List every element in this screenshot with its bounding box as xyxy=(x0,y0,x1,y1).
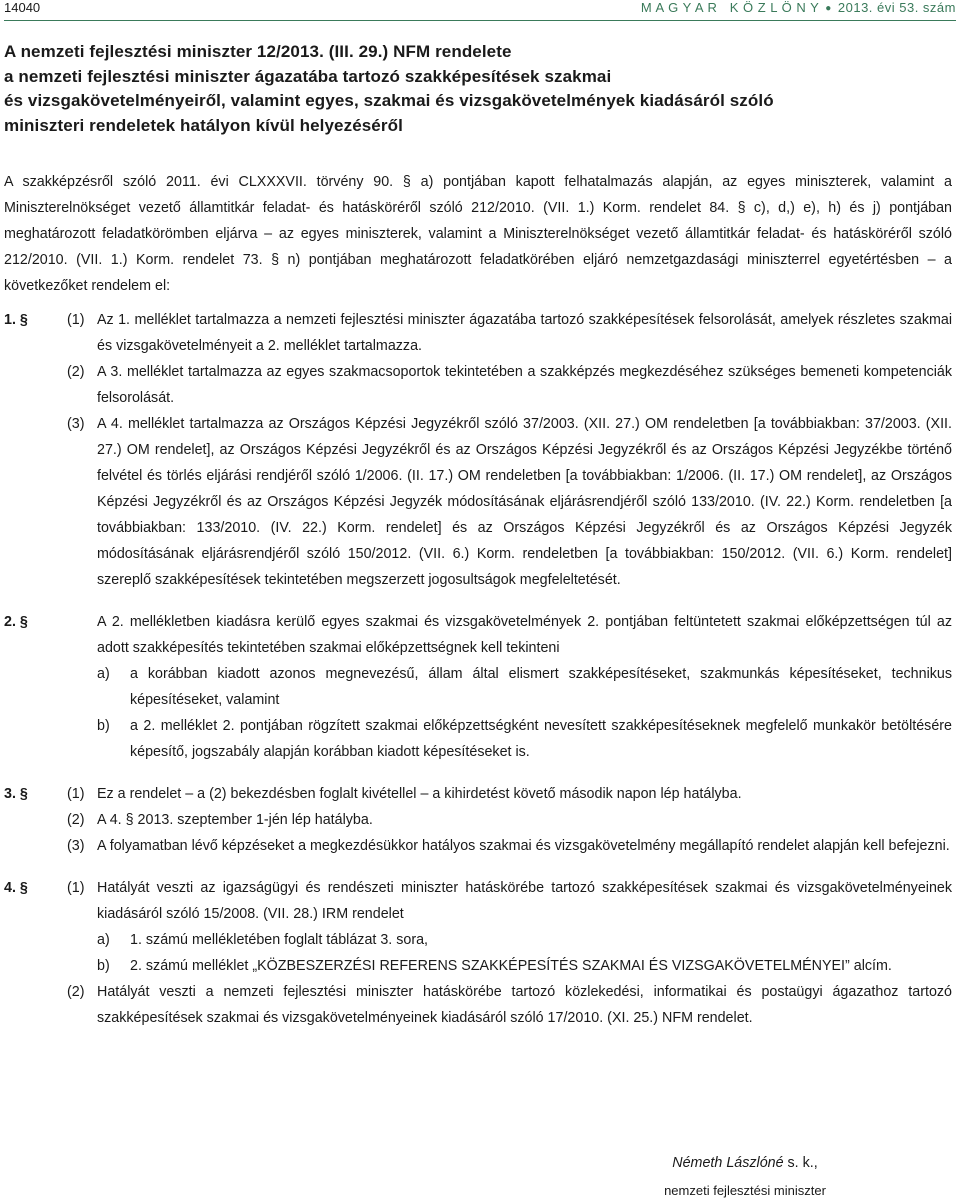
section-4 xyxy=(4,875,952,1031)
item-text: a 2. melléklet 2. pontjában rögzített szakmai előképzettségként nevesített szakképesítéseknek megfelelő munkakör betöltésére képesítő, jogszabály alapján korábban kiadott képesítéseket is. xyxy=(130,718,952,760)
list-item xyxy=(4,927,952,953)
paragraph xyxy=(4,411,952,593)
preamble: A szakképzésről szóló 2011. évi CLXXXVII. törvény 90. § a) pontjában kapott felhatalmazás alapján, az egyes miniszterek, valamint a Miniszterelnökséget vezető államtitkár feladat- és hatásköréről szóló 212/2010. (VII. 1.) Korm. rendelet 84. § c), d,) e), h) és j) pontjában meghatározott feladatkörömben eljárva – az egyes miniszterek, valamint a Miniszterelnökséget vezető államtitkár feladat- és hatásköréről szóló 212/2010. (VII. 1.) Korm. rendelet 73. § n) pontjában meghatározott feladatkörében eljáró nemzetgazdasági miniszterrel egyetértésben – a következőket rendelem el: xyxy=(4,174,952,294)
item-text: a korábban kiadott azonos megnevezésű, állam által elismert szakképesítéseket, szakmunkás képesítéseket, technikus képesítéseket, valamint xyxy=(130,666,952,708)
decree-body xyxy=(4,169,952,1031)
paragraph-number: (2) xyxy=(67,812,85,828)
paragraph xyxy=(4,307,952,359)
section-3 xyxy=(4,781,952,859)
list-item xyxy=(4,713,952,765)
section-number: 4. § xyxy=(4,880,28,896)
paragraph-number: (1) xyxy=(67,786,85,802)
title-line: és vizsgakövetelményeiről, valamint egyes, szakmai és vizsgakövetelmények kiadásáról szóló xyxy=(4,91,774,110)
paragraph-number: (2) xyxy=(67,984,85,1000)
paragraph-text: Az 1. melléklet tartalmazza a nemzeti fejlesztési miniszter ágazatába tartozó szakképesítések felsorolását, amelyek részletes szakmai és vizsgakövetelményeit a 2. melléklet tartalmazza. xyxy=(97,312,952,354)
header-divider xyxy=(4,20,956,21)
journal-name: M A G Y A R K Ö Z L Ö N Y xyxy=(640,0,820,15)
journal-masthead xyxy=(641,0,956,15)
paragraph-number: (1) xyxy=(67,880,85,896)
paragraph-text: Ez a rendelet – a (2) bekezdésben foglalt kivétellel – a kihirdetést követő második napon lép hatályba. xyxy=(97,786,742,802)
item-label: b) xyxy=(97,718,110,734)
paragraph-number: (2) xyxy=(67,364,85,380)
item-label: b) xyxy=(97,958,110,974)
issue-label: 2013. évi 53. szám xyxy=(837,0,956,15)
paragraph xyxy=(4,833,952,859)
page-header xyxy=(4,0,956,18)
section-number: 1. § xyxy=(4,312,28,328)
section-number: 3. § xyxy=(4,786,28,802)
decree-title xyxy=(4,40,956,138)
bullet-icon: ● xyxy=(825,3,832,14)
paragraph-text: Hatályát veszti a nemzeti fejlesztési miniszter hatáskörébe tartozó közlekedési, informatikai és postaügyi ágazathoz tartozó szakképesítések szakmai és vizsgakövetelményeinek kiadásáról szóló 17/2010. (XI. 25.) NFM rendelet. xyxy=(97,984,952,1026)
paragraph xyxy=(4,807,952,833)
signatory-name: Németh Lászlóné xyxy=(672,1155,784,1171)
list-item xyxy=(4,661,952,713)
paragraph xyxy=(4,781,952,807)
section-2 xyxy=(4,609,952,765)
paragraph xyxy=(4,875,952,927)
paragraph xyxy=(4,979,952,1031)
list-item xyxy=(4,953,952,979)
item-text: 2. számú melléklet „KÖZBESZERZÉSI REFERENS SZAKKÉPESÍTÉS SZAKMAI ÉS VIZSGAKÖVETELMÉNYEI” alcím. xyxy=(130,958,892,974)
paragraph-number: (3) xyxy=(67,416,85,432)
title-line: miniszteri rendeletek hatályon kívül helyezéséről xyxy=(4,115,403,135)
item-text: 1. számú mellékletében foglalt táblázat 3. sora, xyxy=(130,932,429,948)
paragraph-text: A folyamatban lévő képzéseket a megkezdésükkor hatályos szakmai és vizsgakövetelmény megállapító rendelet alapján kell befejezni. xyxy=(97,838,950,854)
paragraph-number: (3) xyxy=(67,838,85,854)
paragraph xyxy=(4,359,952,411)
page-number: 14040 xyxy=(4,0,41,15)
item-label: a) xyxy=(97,666,110,682)
paragraph-text: A 4. § 2013. szeptember 1-jén lép hatályba. xyxy=(97,812,373,828)
signatory xyxy=(600,1152,890,1174)
paragraph-text: A 2. mellékletben kiadásra kerülő egyes szakmai és vizsgakövetelmények 2. pontjában feltüntetett szakmai előképzettségen túl az adott szakképesítés tekintetében szakmai előképzettségnek kell tekinteni xyxy=(97,614,952,656)
section-1 xyxy=(4,307,952,593)
section-number: 2. § xyxy=(4,614,28,630)
title-line: a nemzeti fejlesztési miniszter ágazatába tartozó szakképesítések szakmai xyxy=(4,66,612,86)
signatory-role: nemzeti fejlesztési miniszter xyxy=(664,1183,826,1198)
paragraph-number: (1) xyxy=(67,312,85,328)
paragraph-text: Hatályát veszti az igazságügyi és rendészeti miniszter hatáskörébe tartozó szakképesítések szakmai és vizsgakövetelményeinek kiadásáról szóló 15/2008. (VII. 28.) IRM rendelet xyxy=(97,880,952,922)
item-label: a) xyxy=(97,932,110,948)
title-line: A nemzeti fejlesztési miniszter 12/2013. (III. 29.) NFM rendelete xyxy=(4,42,512,61)
paragraph xyxy=(4,609,952,661)
paragraph-text: A 4. melléklet tartalmazza az Országos Képzési Jegyzékről szóló 37/2003. (XII. 27.) OM rendeletben [a továbbiakban: 37/2003. (XII. 27.) OM rendelet], az Országos Képzési Jegyzékről és az Országos Képzési Jegyzékről és az Országos Képzési Jegyzékbe történő felvétel és törlés eljárási rendjéről szóló 1/2006. (II. 17.) OM rendeletben [a továbbiakban: 1/2006. (II. 17.) OM rendelet], az Országos Képzési Jegyzékről és az Országos Képzési Jegyzék módosításának eljárásrendjéről szóló 133/2010. (IV. 22.) Korm. rendeletben [a továbbiakban: 133/2010. (IV. 22.) Korm. rendelet] és az Országos Képzési Jegyzékről és az Országos Képzési Jegyzék módosításának eljárásrendjéről szóló 150/2012. (VII. 6.) Korm. rendeletben [a továbbiakban: 150/2012. (VII. 6.) Korm. rendelet] szereplő szakképesítések tekintetében megszerzett jogosultságok megfeleltetését. xyxy=(97,416,952,588)
signature-block xyxy=(600,1152,890,1202)
signatory-suffix: s. k., xyxy=(783,1155,818,1171)
paragraph-text: A 3. melléklet tartalmazza az egyes szakmacsoportok tekintetében a szakképzés megkezdéséhez szükséges bemeneti kompetenciák felsorolását. xyxy=(97,364,952,406)
